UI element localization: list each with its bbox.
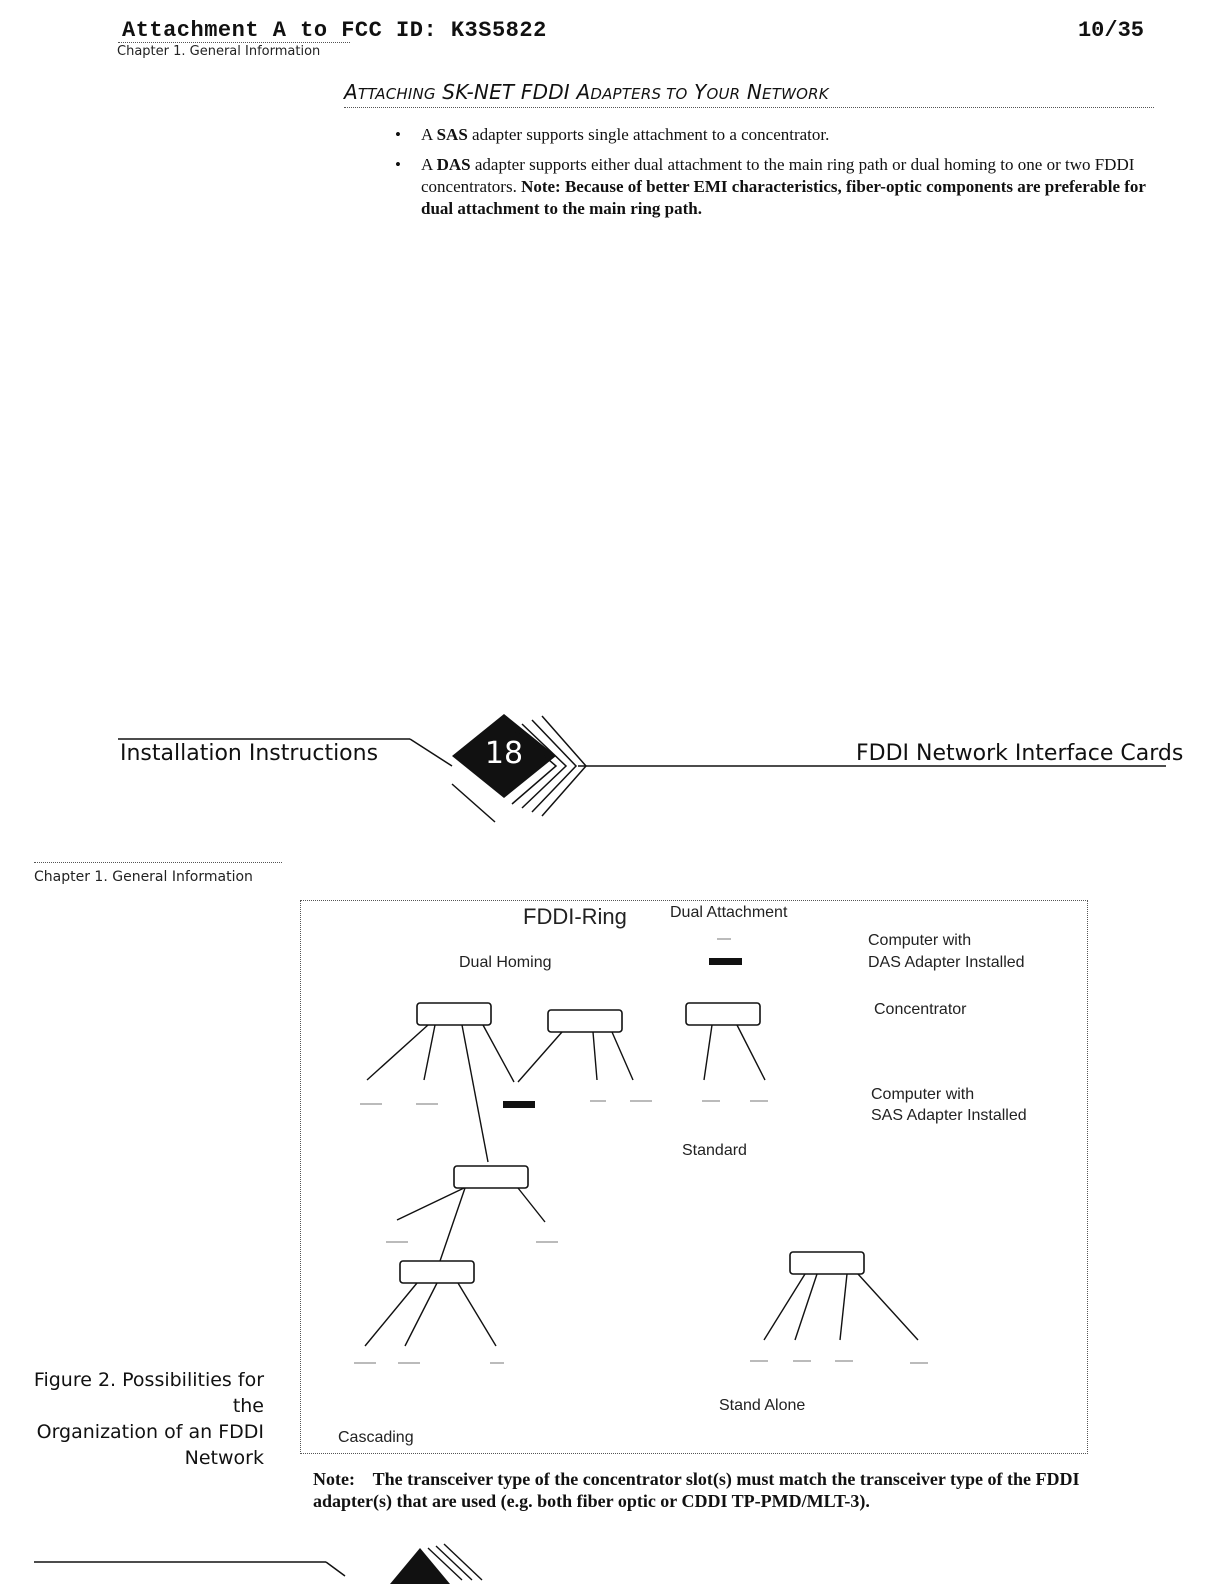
label-dual-homing: Dual Homing: [459, 954, 552, 971]
bullet-icon: •: [395, 125, 401, 144]
heading-part: DAPTERS TO: [590, 85, 688, 103]
chapter-dotted-rule: [34, 862, 282, 863]
das-computer-icon: [709, 958, 742, 965]
bullet-text: adapter supports either dual attachment to the main ring path or dual homing to one or two FDDI concentrators.: [421, 155, 1135, 196]
legend-das-line1: Computer with: [868, 932, 972, 949]
heading-dotted-rule: [344, 107, 1154, 108]
concentrator-box: [686, 1003, 760, 1025]
concentrator-box: [548, 1010, 622, 1032]
bullet-bold: SAS: [436, 125, 468, 144]
bullet-icon: •: [395, 155, 401, 174]
footer-rule-slope: [410, 739, 452, 766]
heading-part: ETWORK: [762, 85, 829, 103]
list-item: [395, 154, 1155, 220]
bullet-text: A: [421, 155, 437, 174]
page-number: 18: [484, 736, 524, 771]
bullet-text: A: [421, 125, 437, 144]
bullet-text: adapter supports single attachment to a concentrator.: [467, 125, 830, 144]
concentrator-box: [454, 1166, 528, 1188]
label-dual-attachment: Dual Attachment: [670, 904, 788, 921]
footer-right-title: FDDI Network Interface Cards: [856, 741, 1184, 766]
heading-part: A: [344, 80, 358, 104]
figure-title: FDDI-Ring: [523, 904, 627, 929]
label-cascading: Cascading: [338, 1429, 414, 1446]
heading-part: SK-NET FDDI A: [442, 80, 591, 104]
section-heading: [344, 80, 829, 104]
bullet-list: [395, 124, 1155, 228]
heading-part: N: [746, 80, 763, 104]
das-computer-icon: [503, 1101, 535, 1108]
attachment-header: Attachment A to FCC ID: K3S5822: [122, 18, 547, 43]
chapter-label-2: Chapter 1. General Information: [34, 869, 253, 885]
caption-line: Network: [184, 1447, 264, 1469]
concentrator-box: [400, 1261, 474, 1283]
legend-sas-line2: SAS Adapter Installed: [871, 1107, 1027, 1124]
footer-graphic-bottom: [0, 1540, 1224, 1584]
transceiver-note: Note: The transceiver type of the concentrator slot(s) must match the transceiver type of the FDDI adapter(s) that are used (e.g. both fiber optic or CDDI TP-PMD/MLT-3).: [313, 1469, 1084, 1511]
concentrator-box: [417, 1003, 491, 1025]
label-standard: Standard: [682, 1142, 747, 1159]
legend-concentrator: Concentrator: [874, 1001, 967, 1018]
page-counter: 10/35: [1077, 18, 1144, 43]
bullet-bold: DAS: [436, 155, 471, 174]
footer-graphic: [0, 700, 1224, 840]
chapter-label: Chapter 1. General Information: [117, 44, 321, 59]
figure-caption: [14, 1367, 264, 1471]
footer-left-title: Installation Instructions: [120, 741, 379, 766]
concentrator-box: [790, 1252, 864, 1274]
label-stand-alone: Stand Alone: [719, 1397, 806, 1414]
legend-das-line2: DAS Adapter Installed: [868, 954, 1025, 971]
link-lines: [365, 1025, 918, 1346]
footer-rule-slope: [452, 784, 495, 822]
heading-part: Y: [694, 80, 707, 104]
header-dotted-rule: [118, 42, 350, 43]
list-item: [395, 124, 1155, 146]
bullet-note: Note: Because of better EMI characteristics, fiber-optic components are preferable for dual attachment to the main ring path.: [421, 177, 1146, 218]
fddi-diagram: [300, 900, 1086, 1452]
legend-sas-line1: Computer with: [871, 1086, 975, 1103]
caption-line: Figure 2. Possibilities for the: [33, 1369, 264, 1417]
sas-computer-icons: [354, 938, 928, 1364]
page-badge-diamond: [390, 1548, 450, 1584]
heading-part: TTACHING: [357, 85, 436, 103]
heading-part: OUR: [706, 85, 741, 103]
caption-line: Organization of an FDDI: [36, 1421, 264, 1443]
